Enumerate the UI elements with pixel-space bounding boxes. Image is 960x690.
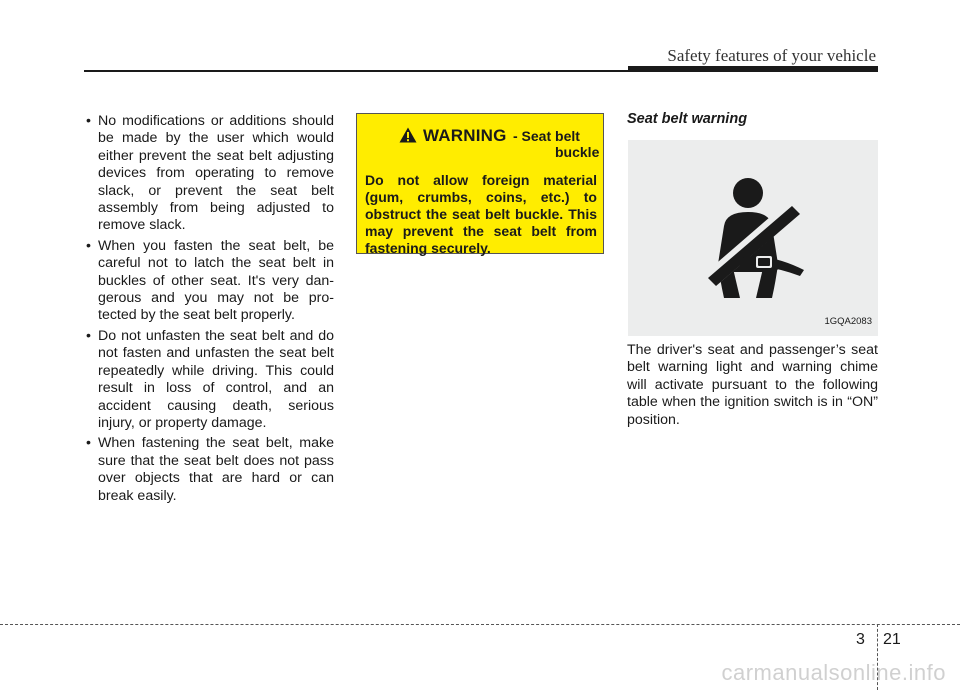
watermark: carmanualsonline.info xyxy=(721,660,946,685)
header-accent-bar xyxy=(628,66,878,72)
bullet-list xyxy=(84,113,334,508)
bullet-item: • Do not unfasten the seat belt and do not fasten and unfasten the seat belt repeatedly while driving. This could result in loss of control, and an accident causing death, serious injury, or property damage. xyxy=(84,328,334,432)
chapter-number: 3 xyxy=(856,631,865,648)
warning-header xyxy=(365,122,600,164)
seat-belt-warning-icon xyxy=(628,140,878,336)
warning-subtitle-line1: - Seat belt xyxy=(513,128,580,144)
page-number: 21 xyxy=(883,631,901,648)
warning-box xyxy=(356,113,604,254)
warning-triangle-icon xyxy=(399,127,417,143)
seat-belt-figure xyxy=(628,140,878,336)
warning-subtitle-line2: buckle xyxy=(555,144,600,160)
warning-subtitle xyxy=(513,128,613,160)
warning-body: Do not allow foreign material (gum, crumbs, coins, etc.) to obstruct the seat belt buckle. This may prevent the seat belt from fastening securely. xyxy=(365,172,597,256)
figure-code: 1GQA2083 xyxy=(824,316,872,327)
bullet-item: • When fastening the seat belt, make sure that the seat belt does not pass over objects that are hard or can break easily. xyxy=(84,435,334,505)
bullet-item: • No modifications or additions should be made by the user which would either prevent the seat belt adjusting devices from operating to remove slack, or prevent the seat belt assembly from being adjusted to remove slack. xyxy=(84,113,334,235)
section-body: The driver's seat and passenger’s seat belt warning light and warning chime will activate pursuant to the following table when the ignition switch is in “ON” position. xyxy=(627,342,878,428)
warning-word: WARNING xyxy=(423,126,507,145)
section-title: Seat belt warning xyxy=(627,111,748,127)
header-title: Safety features of your vehicle xyxy=(667,46,876,65)
footer-rule xyxy=(0,624,960,625)
bullet-item: • When you fasten the seat belt, be careful not to latch the seat belt in buckles of other seat. It's very dan-gerous and you may not be pro-tected by the seat belt properly. xyxy=(84,238,334,325)
